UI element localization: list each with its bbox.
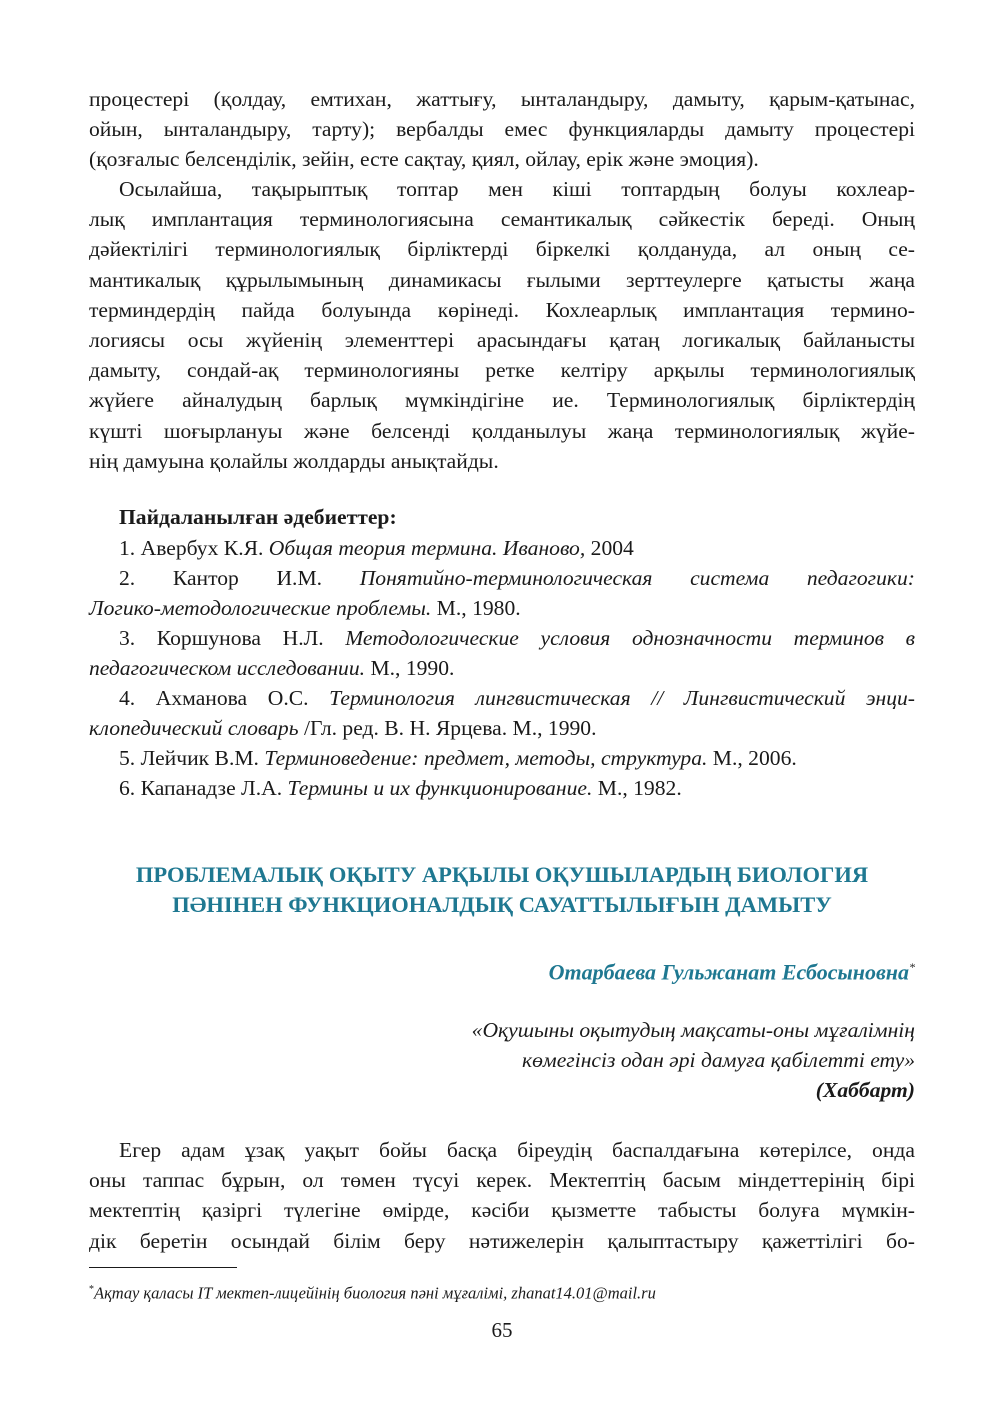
footnote [89,1279,656,1305]
reference-line [89,773,915,803]
epigraph-line: көмегінсіз одан әрі дамуға қабілетті ету» [522,1048,915,1072]
reference-title: Понятийно-терминологическая система педагогики: [359,566,915,590]
article-title [89,860,915,920]
text-line: оны таппас бұрын, ол төмен түсуі керек. Мектептің басым міндеттерінің бірі [89,1168,915,1193]
reference-publisher: 2004 [585,536,634,560]
reference-line [89,563,915,593]
reference-title: Термины и их функционирование. [287,776,593,800]
text-line: лық имплантация терминологиясына семантикалық сәйкестік береді. Оның [89,207,915,232]
reference-title: Терминология лингвистическая // Лингвистический энци- [329,686,916,710]
reference-author: 5. Лейчик В.М. [119,746,265,770]
reference-line [89,683,915,713]
reference-item-2 [89,563,915,623]
references-heading: Пайдаланылған әдебиеттер: [119,505,397,529]
text-line: жүйеге айналудың барлық мүмкіндігіне ие. Терминологиялық бірліктердің [89,388,915,413]
intro-paragraph [89,84,915,175]
article-title-line: ПРОБЛЕМАЛЫҚ ОҚЫТУ АРҚЫЛЫ ОҚУШЫЛАРДЫҢ БИОЛОГИЯ [135,862,869,887]
reference-title: Логико-методологические проблемы. [89,596,432,620]
page-number: 65 [491,1318,513,1342]
text-line: дәйектілігі терминологиялық бірліктерді біркелкі қолдануда, ал оның се- [89,237,915,262]
text-line: мантикалық құрылымының динамикасы ғылыми зерттеулерге қатысты жаңа [89,267,915,292]
epigraph [472,1015,915,1105]
reference-item-4 [89,683,915,743]
reference-author: 1. Авербух К.Я. [119,536,269,560]
reference-title: клопедический словарь [89,716,299,740]
reference-item-1 [89,533,915,563]
reference-line [89,533,915,563]
footnote-text: Ақтау қаласы IT мектеп-лицейінің биология пәні мұғалімі, zhanat14.01@mail.ru [94,1283,656,1303]
footnote-divider [89,1267,237,1268]
text-line: Осылайша, тақырыптық топтар мен кіші топтардың болуы кохлеар- [119,177,915,201]
reference-publisher: М., 1982. [592,776,682,800]
text-line: дамыту, сондай-ақ терминологияны ретке келтіру арқылы терминологиялық [89,358,915,383]
reference-author: 4. Ахманова О.С. [119,686,330,710]
reference-title: педагогическом исследовании. [89,656,366,680]
text-line: күшті шоғырлануы және белсенді қолданылуы жаңа терминологиялық жүйе- [89,418,915,443]
article-title-line: ПӘНІНЕН ФУНКЦИОНАЛДЫҚ САУАТТЫЛЫҒЫН ДАМЫТУ [172,892,832,917]
reference-line [89,623,915,653]
text-line: (қозғалыс белсенділік, зейін, есте сақтау, қиял, ойлау, ерік және эмоция). [89,147,759,172]
reference-item-5 [89,743,915,773]
reference-author: 3. Коршунова Н.Л. [119,626,346,650]
author-name: Отарбаева Гульжанат Есбосыновна [548,959,909,985]
reference-publisher: М., 2006. [707,746,797,770]
reference-line [89,593,915,623]
text-line: ойын, ынталандыру, тарту); вербалды емес функцияларды дамыту процестері [89,117,915,142]
text-line: мектептің қазіргі түлегіне өмірде, кәсіби қызметте табысты болуға мүмкін- [89,1198,915,1223]
reference-publisher: /Гл. ред. В. Н. Ярцева. М., 1990. [298,716,597,740]
reference-line [89,653,915,683]
reference-author: 2. Кантор И.М. [119,566,360,590]
epigraph-line: «Оқушыны оқытудың мақсаты-оны мұғалімнің [471,1018,915,1042]
article-body [89,1135,915,1256]
body-paragraph [89,174,915,476]
reference-title: Методологические условия однозначности терминов в [345,626,915,650]
reference-line [89,743,915,773]
text-line: дік беретін осындай білім беру нәтижелерін қалыптастыру қажеттілігі бо- [89,1228,915,1253]
reference-title: Общая теория термина. Иваново, [268,536,586,560]
reference-publisher: М., 1990. [365,656,455,680]
footnote-mark: * [909,960,915,974]
footnote-mark: * [89,1284,94,1295]
epigraph-source: (Хаббарт) [815,1078,915,1102]
text-line: терминдердің пайда болуында көрінеді. Кохлеарлық имплантация термино- [89,297,915,322]
reference-item-3 [89,623,915,683]
reference-item-6 [89,773,915,803]
reference-title: Терминоведение: предмет, методы, структура. [264,746,708,770]
reference-publisher: М., 1980. [431,596,521,620]
text-line: нің дамуына қолайлы жолдарды анықтайды. [89,448,499,473]
reference-author: 6. Капанадзе Л.А. [119,776,288,800]
text-line: логиясы осы жүйенің элементтері арасындағы қатаң логикалық байланысты [89,327,915,352]
reference-line [89,713,915,743]
text-line: Егер адам ұзақ уақыт бойы басқа біреудің баспалдағына көтерілсе, онда [119,1138,915,1162]
text-line: процестері (қолдау, емтихан, жаттығу, ынталандыру, дамыту, қарым-қатынас, [89,87,915,111]
article-author [549,952,915,987]
